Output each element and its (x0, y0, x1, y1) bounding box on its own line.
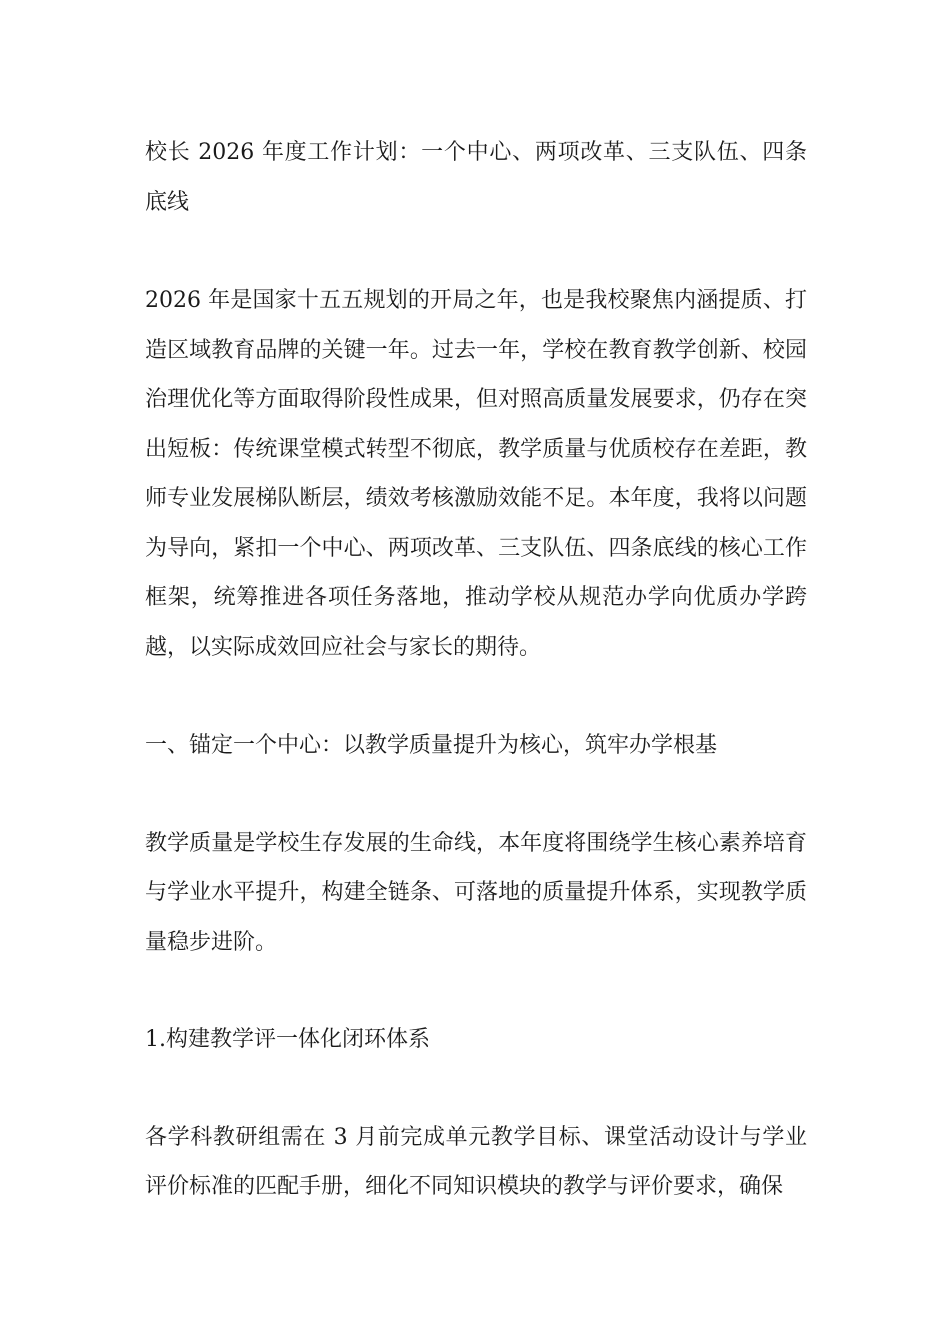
section-paragraph: 教学质量是学校生存发展的生命线，本年度将围绕学生核心素养培育与学业水平提升，构建全链条、可落地的质量提升体系，实现教学质量稳步进阶。 (145, 830, 807, 955)
section-heading: 一、锚定一个中心：以教学质量提升为核心，筑牢办学根基 (145, 733, 718, 758)
document-body (145, 128, 807, 1212)
intro-paragraph: 2026 年是国家十五五规划的开局之年，也是我校聚焦内涵提质、打造区域教育品牌的关键一年。过去一年，学校在教育教学创新、校园治理优化等方面取得阶段性成果，但对照高质量发展要求，仍存在突出短板：传统课堂模式转型不彻底，教学质量与优质校存在差距，教师专业发展梯队断层，绩效考核激励效能不足。本年度，我将以问题为导向，紧扣一个中心、两项改革、三支队伍、四条底线的核心工作框架，统筹推进各项任务落地，推动学校从规范办学向优质办学跨越，以实际成效回应社会与家长的期待。 (145, 288, 807, 660)
subsection-paragraph: 各学科教研组需在 3 月前完成单元教学目标、课堂活动设计与学业评价标准的匹配手册，细化不同知识模块的教学与评价要求，确保 (145, 1124, 807, 1199)
document-title: 校长 2026 年度工作计划：一个中心、两项改革、三支队伍、四条底线 (145, 140, 807, 215)
subsection-heading: 1.构建教学评一体化闭环体系 (145, 1027, 430, 1052)
